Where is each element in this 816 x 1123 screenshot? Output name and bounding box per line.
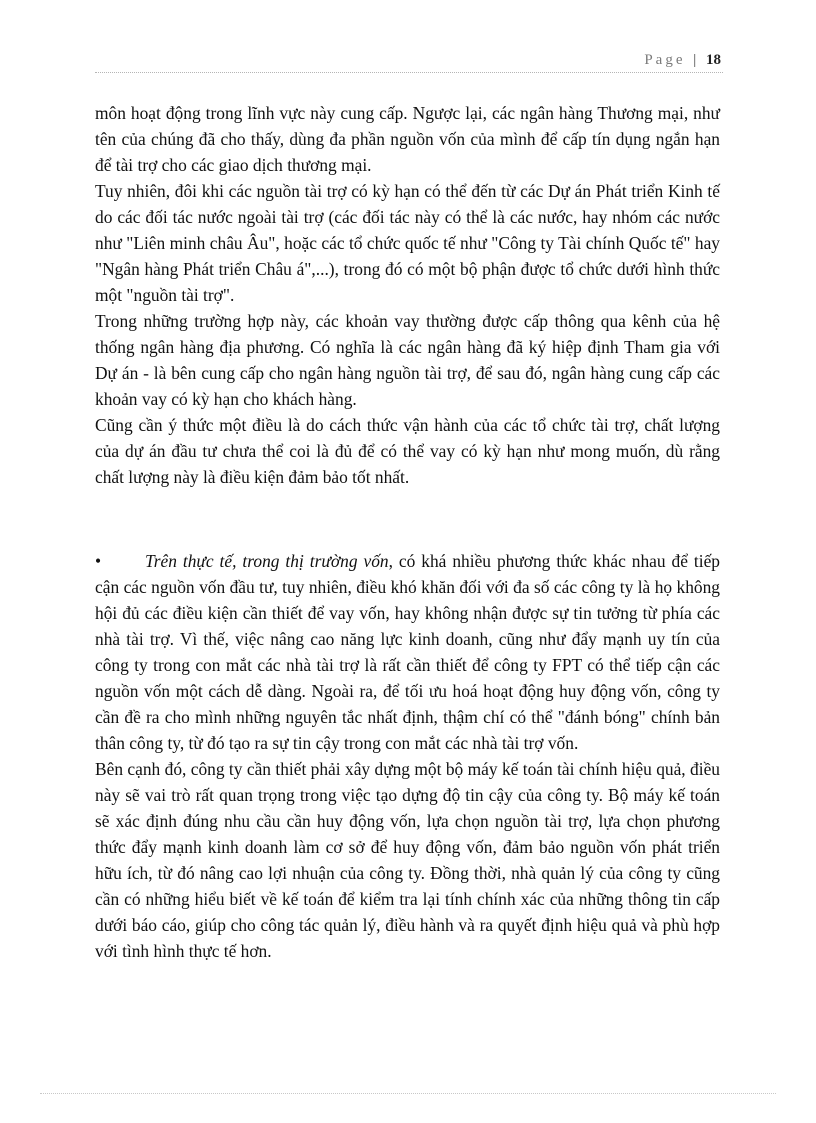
footer-divider <box>40 1093 776 1094</box>
bullet-text: , có khá nhiều phương thức khác nhau để tiếp cận các nguồn vốn đầu tư, tuy nhiên, điều khó khăn đối với đa số các công ty là họ không hội đủ các điều kiện cần thiết để vay vốn, hay không nhận được sự tin tưởng từ phía các nhà tài trợ. Vì thế, việc nâng cao năng lực kinh doanh, cũng như đẩy mạnh uy tín của công ty trong con mắt các nhà tài trợ là rất cần thiết để công ty FPT có thể tiếp cận các nguồn vốn một cách dễ dàng. Ngoài ra, để tối ưu hoá hoạt động huy động vốn, công ty cần đề ra cho mình những nguyên tắc nhất định, thậm chí có thể "đánh bóng" chính bản thân công ty, từ đó tạo ra sự tin cậy trong con mắt các nhà tài trợ vốn. <box>95 551 720 753</box>
paragraph-4: Cũng cần ý thức một điều là do cách thức vận hành của các tổ chức tài trợ, chất lượng của dự án đầu tư chưa thể coi là đủ để có thể vay có kỳ hạn như mong muốn, dù rằng chất lượng này là điều kiện đảm bảo tốt nhất. <box>95 415 720 487</box>
bullet-italic-lead: Trên thực tế, trong thị trường vốn <box>145 551 389 571</box>
section-spacer <box>95 490 720 548</box>
paragraph-3: Trong những trường hợp này, các khoản vay thường được cấp thông qua kênh của hệ thống ngân hàng địa phương. Có nghĩa là các ngân hàng đã ký hiệp định Tham gia với Dự án - là bên cung cấp cho ngân hàng nguồn tài trợ, để sau đó, ngân hàng cung cấp các khoản vay có kỳ hạn cho khách hàng. <box>95 311 720 409</box>
page-label: Page <box>644 52 686 68</box>
bullet-paragraph <box>95 548 720 756</box>
header-separator: | <box>693 52 697 68</box>
page-number: 18 <box>706 52 721 68</box>
header-divider <box>95 72 723 73</box>
closing-paragraph: Bên cạnh đó, công ty cần thiết phải xây dựng một bộ máy kế toán tài chính hiệu quả, điều này sẽ vai trò rất quan trọng trong việc tạo dựng độ tin cậy của công ty. Bộ máy kế toán sẽ xác định đúng nhu cầu cần huy động vốn, lựa chọn nguồn tài trợ, lựa chọn phương thức đẩy mạnh kinh doanh làm cơ sở để huy động vốn, đảm bảo nguồn vốn phát triển hữu ích, từ đó nâng cao lợi nhuận của công ty. Đồng thời, nhà quản lý của công ty cũng cần có những hiểu biết về kế toán để kiểm tra lại tính chính xác của những thông tin cấp dưới báo cáo, giúp cho công tác quản lý, điều hành và ra quyết định hiệu quả và phù hợp với tình hình thực tế hơn. <box>95 759 720 961</box>
bullet-icon: • <box>95 551 102 571</box>
paragraph-1: môn hoạt động trong lĩnh vực này cung cấp. Ngược lại, các ngân hàng Thương mại, như tên của chúng đã cho thấy, dùng đa phần nguồn vốn của mình để cấp tín dụng ngắn hạn để tài trợ cho các giao dịch thương mại. <box>95 103 720 175</box>
page-header <box>644 52 721 69</box>
body-text <box>95 100 720 964</box>
paragraph-2: Tuy nhiên, đôi khi các nguồn tài trợ có kỳ hạn có thể đến từ các Dự án Phát triển Kinh tế do các đối tác nước ngoài tài trợ (các đối tác này có thể là các nước, hay nhóm các nước như "Liên minh châu Âu", hoặc các tổ chức quốc tế như "Công ty Tài chính Quốc tế" hay "Ngân hàng Phát triển Châu á",...), trong đó có một bộ phận được tổ chức dưới hình thức một "nguồn tài trợ". <box>95 181 720 305</box>
